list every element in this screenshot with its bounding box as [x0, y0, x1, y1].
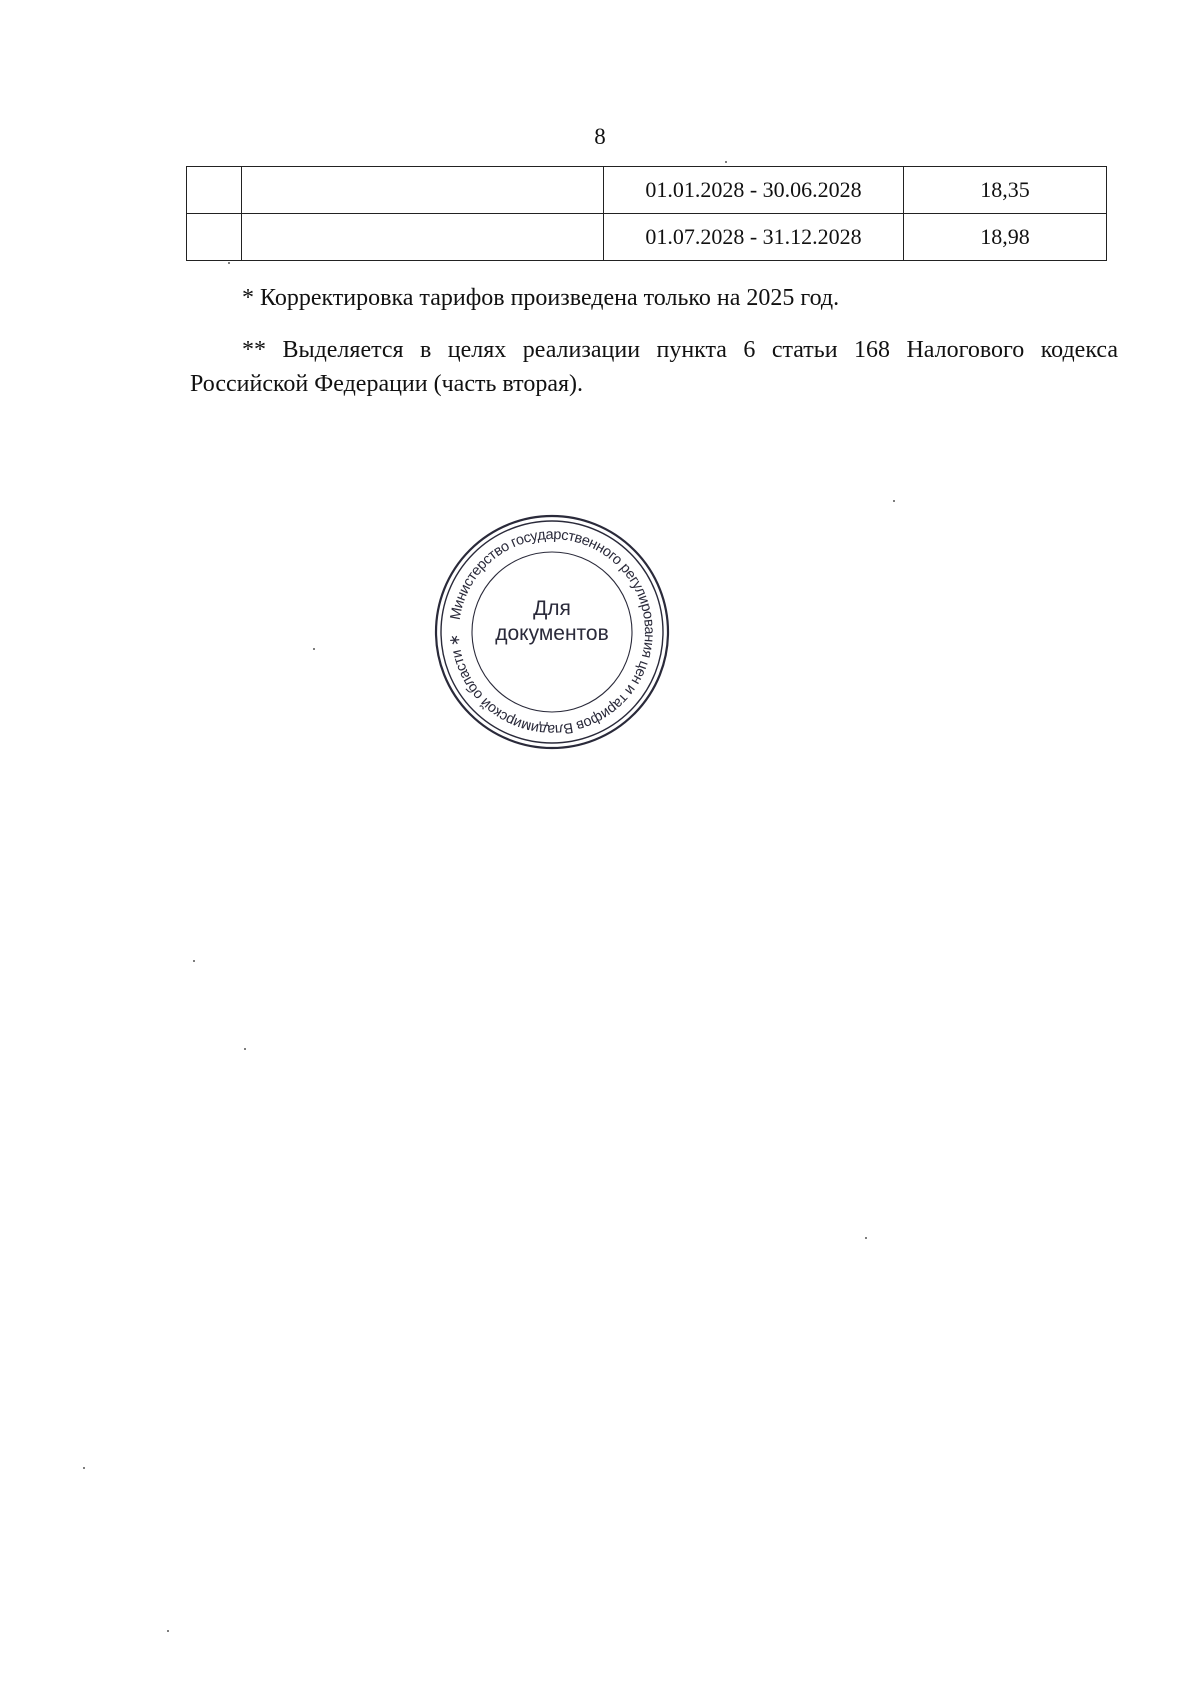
tariff-table: [186, 166, 1107, 261]
table-row: [187, 214, 1107, 261]
table-cell-value: 18,98: [904, 214, 1107, 261]
footnote-text: ** Выделяется в целях реализации пункта 6 статьи 168 Налогового кодекса Российской Федерации (часть вторая).: [190, 337, 1118, 397]
scan-speck: [313, 648, 315, 650]
scan-speck: [228, 262, 230, 264]
page-number: 8: [594, 124, 606, 149]
scan-speck: [167, 1630, 169, 1632]
table-cell-period: 01.07.2028 - 31.12.2028: [604, 214, 904, 261]
table-cell-period: 01.01.2028 - 30.06.2028: [604, 167, 904, 214]
table-cell-name: [242, 214, 604, 261]
scan-speck: [725, 161, 727, 163]
stamp-center-line: документов: [495, 622, 609, 645]
footnote-tax-code: [190, 333, 1118, 401]
table-cell-name: [242, 167, 604, 214]
scan-speck: [83, 1467, 85, 1469]
table-cell-index: [187, 214, 242, 261]
scan-speck: [244, 1048, 246, 1050]
stamp-center-line: Для: [533, 597, 571, 620]
footnote-text: * Корректировка тарифов произведена только на 2025 год.: [242, 285, 840, 311]
table-cell-index: [187, 167, 242, 214]
stamp-ring-text: Министерство государственного регулирования цен и тарифов Владимирской области ∗: [446, 526, 658, 738]
stamp-center-text: [432, 596, 672, 646]
scan-speck: [893, 500, 895, 502]
table-cell-value: 18,35: [904, 167, 1107, 214]
footnote-tariff-correction: [190, 281, 1118, 315]
scan-speck: [193, 960, 195, 962]
table-row: [187, 167, 1107, 214]
official-stamp: [432, 512, 672, 752]
scan-speck: [865, 1237, 867, 1239]
